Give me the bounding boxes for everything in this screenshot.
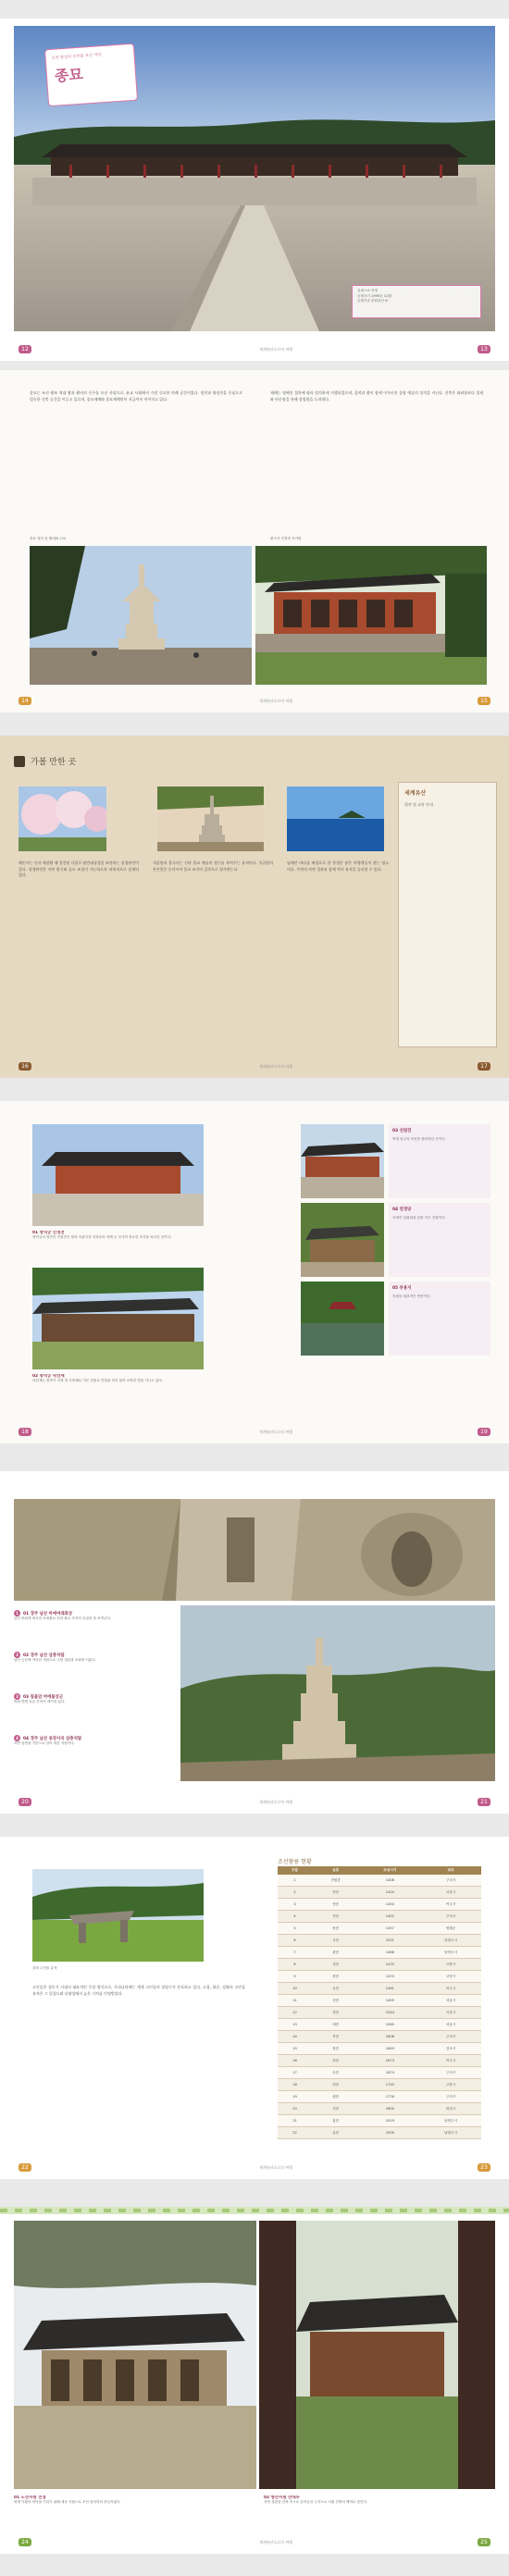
table-cell: 1649	[359, 2043, 420, 2055]
number-badge: 2	[14, 1652, 20, 1658]
item-head: 3 03 칠불암 마애불상군	[14, 1693, 176, 1700]
table-cell: 구리시	[420, 2091, 481, 2103]
table-cell: 1926	[359, 2127, 420, 2139]
pagoda-photo	[30, 546, 252, 685]
footer-label: 세계유산으로의 여행	[259, 2165, 293, 2170]
table-cell: 13	[278, 2019, 312, 2031]
table-row	[278, 2055, 481, 2067]
table-row	[278, 2091, 481, 2103]
side-note-3	[389, 1282, 490, 1356]
table-cell: 1720	[359, 2079, 420, 2091]
page-number-left: 12	[19, 345, 31, 353]
page-number-left: 24	[19, 2538, 31, 2546]
table-cell: 4	[278, 1911, 312, 1923]
title-card	[44, 43, 138, 107]
table-row	[278, 2067, 481, 2079]
table-cell: 2	[278, 1887, 312, 1899]
table-cell: 영월군	[420, 1923, 481, 1935]
dolmen-body: 고인돌은 청동기 시대의 대표적인 무덤 양식으로, 우리나라에는 세계 고인돌의 상당수가 분포하고 있다. 고창, 화순, 강화의 고인돌 유적은 그 밀집도와 다양성에서 높은 가치를 인정받았다.	[32, 1985, 245, 1996]
table-cell: 경릉	[312, 1959, 359, 1971]
royal-tombs-table	[278, 1866, 481, 2139]
table-row	[278, 1959, 481, 1971]
info-line: 유네스코 지정	[357, 289, 378, 292]
table-cell: 1565	[359, 2019, 420, 2031]
sidebar-title: 세계유산	[404, 790, 427, 797]
table-cell: 21	[278, 2115, 312, 2127]
namsan-item	[14, 1735, 176, 1777]
number-badge: 3	[14, 1693, 20, 1700]
table-row	[278, 1899, 481, 1911]
caption-head: 01 도산서원 전경	[14, 2496, 46, 2500]
number-badge: 4	[14, 1735, 20, 1741]
table-row	[278, 1887, 481, 1899]
injeongjeon-photo	[32, 1124, 204, 1226]
page-title: 종묘	[54, 65, 84, 85]
table-header-row	[278, 1866, 481, 1875]
table-cell: 9	[278, 1971, 312, 1983]
item-text: 바위 면에 일곱 부처가 새겨져 있다.	[14, 1700, 66, 1703]
table-cell: 5	[278, 1923, 312, 1935]
item-head: 2 02 경주 남산 삼층석탑	[14, 1652, 176, 1658]
temple-photo	[255, 546, 487, 685]
side-note-2	[389, 1203, 490, 1277]
table-cell: 정릉	[312, 2007, 359, 2019]
nakseonjae-photo	[32, 1268, 204, 1369]
info-line: 등재기준 문화유산 iii	[357, 299, 389, 303]
table-cell: 태릉	[312, 2019, 359, 2031]
namsan-item	[14, 1652, 176, 1693]
table-cell: 20	[278, 2103, 312, 2115]
table-cell: 1461	[359, 1983, 420, 1995]
page-number-right: 21	[478, 1798, 490, 1806]
table-title: 조선왕릉 현황	[278, 1859, 312, 1865]
table-cell: 장릉	[312, 1923, 359, 1935]
spread-jongmyo-title	[0, 19, 509, 361]
mountain-pagoda-photo	[180, 1605, 495, 1781]
table-row	[278, 2127, 481, 2139]
banner-title: 가볼 만한 곳	[31, 758, 77, 767]
page-number-left: 20	[19, 1798, 31, 1806]
caption-text: 퇴계 이황의 학덕을 기리기 위해 세운 서원으로 조선 성리학의 중심지였다.	[14, 2500, 121, 2504]
side-note-1	[389, 1124, 490, 1198]
table-cell: 1450	[359, 1899, 420, 1911]
table-cell: 1800	[359, 2103, 420, 2115]
item-text: 남산 바위에 새겨진 마애불로 신라 불교 조각의 특징을 잘 보여준다.	[14, 1616, 112, 1620]
caption-injeongjeon	[32, 1231, 204, 1257]
dolmen-caption: 강화 고인돌 유적	[32, 1966, 57, 1970]
item-head: 4 04 경주 남산 용장사곡 삼층석탑	[14, 1735, 176, 1741]
table-cell: 서울시	[420, 2007, 481, 2019]
table-cell: 여주시	[420, 2055, 481, 2067]
table-cell: 19	[278, 2091, 312, 2103]
table-cell: 화성시	[420, 2103, 481, 2115]
spread-seowon	[0, 2207, 509, 2554]
table-cell: 6	[278, 1935, 312, 1947]
table-cell: 1468	[359, 1947, 420, 1959]
table-cell: 현릉	[312, 1911, 359, 1923]
photo-caption-right: 불국사 전경과 석가탑	[270, 537, 302, 540]
sidebar-box	[398, 782, 497, 1047]
table-row	[278, 2019, 481, 2031]
table-cell: 1919	[359, 2115, 420, 2127]
table-cell: 고양시	[420, 1971, 481, 1983]
table-cell: 구리시	[420, 1911, 481, 1923]
table-row	[278, 1983, 481, 1995]
table-cell: 18	[278, 2079, 312, 2091]
rock-buddha-photo	[14, 1499, 495, 1601]
table-cell: 파주시	[420, 1983, 481, 1995]
table-cell: 1521	[359, 1935, 420, 1947]
table-row	[278, 1947, 481, 1959]
item-head: 1 01 경주 남산 마애여래좌상	[14, 1610, 176, 1616]
table-cell: 17	[278, 2067, 312, 2079]
table-cell: 1420	[359, 1887, 420, 1899]
item-text: 남산 능선에 자리한 석탑으로 주변 경관과 조화를 이룬다.	[14, 1658, 96, 1662]
table-cell: 영릉	[312, 1899, 359, 1911]
table-header: 능호	[332, 1868, 340, 1872]
caption-head: 02 창덕궁 낙선재	[32, 1374, 65, 1379]
table-cell: 홍릉	[312, 2115, 359, 2127]
table-cell: 12	[278, 2007, 312, 2019]
page-number-right: 25	[478, 2538, 490, 2546]
table-row	[278, 2103, 481, 2115]
table-cell: 서울시	[420, 1995, 481, 2007]
page-number-right: 17	[478, 1062, 490, 1071]
dolmen-photo	[32, 1869, 204, 1962]
table-cell: 3	[278, 1899, 312, 1911]
spread-travel-spots	[0, 736, 509, 1078]
page-number-left: 16	[19, 1062, 31, 1071]
table-cell: 남양주시	[420, 1947, 481, 1959]
table-cell: 1544	[359, 2007, 420, 2019]
table-row	[278, 1971, 481, 1983]
table-cell: 구리시	[420, 2067, 481, 2079]
table-cell: 남양주시	[420, 1935, 481, 1947]
table-cell: 1457	[359, 1923, 420, 1935]
table-header: 위치	[447, 1868, 454, 1872]
byeongsan-seowon-photo	[259, 2221, 495, 2489]
table-row	[278, 2079, 481, 2091]
table-row	[278, 2043, 481, 2055]
table-cell: 여주시	[420, 1899, 481, 1911]
buyongji-photo	[301, 1282, 384, 1356]
table-cell: 사릉	[312, 1935, 359, 1947]
green-pattern-strip	[0, 2207, 509, 2214]
table-cell: 목릉	[312, 2031, 359, 2043]
table-cell: 공릉	[312, 1983, 359, 1995]
page-number-right: 23	[478, 2163, 490, 2172]
namsan-captions	[14, 1610, 176, 1781]
side-text: 후원의 대표적인 연못이다.	[392, 1294, 431, 1298]
footer-label: 세계유산으로의 여행	[259, 699, 293, 703]
table-body	[278, 1875, 481, 2139]
table-cell: 7	[278, 1947, 312, 1959]
table-cell: 고양시	[420, 1959, 481, 1971]
cherry-blossom-photo	[19, 786, 106, 851]
table-cell: 1674	[359, 2067, 420, 2079]
caption-head: 02 병산서원 만대루	[264, 2496, 300, 2500]
table-cell: 김포시	[420, 2043, 481, 2055]
table-header: 구분	[292, 1868, 298, 1872]
table-cell: 10	[278, 1983, 312, 1995]
table-cell: 유릉	[312, 2127, 359, 2139]
heritage-info-box	[352, 285, 481, 318]
table-cell: 1608	[359, 2031, 420, 2043]
page-number-left: 14	[19, 697, 31, 705]
table-cell: 광릉	[312, 1947, 359, 1959]
stone-pagoda-photo	[157, 786, 264, 851]
page-number-left: 22	[19, 2163, 31, 2172]
spread-palace	[0, 1101, 509, 1443]
info-line: 등재시기 1995년 12월	[357, 293, 391, 298]
table-row	[278, 2007, 481, 2019]
footer-label: 세계유산으로의 여행	[259, 1800, 293, 1804]
table-cell: 14	[278, 2031, 312, 2043]
table-cell: 명릉	[312, 2079, 359, 2091]
table-cell: 1408	[359, 1875, 420, 1887]
table-cell: 1470	[359, 1971, 420, 1983]
table-row	[278, 1995, 481, 2007]
yeongyeongdang-photo	[301, 1203, 384, 1277]
table-cell: 16	[278, 2055, 312, 2067]
caption-text: 창덕궁의 정전인 인정전은 왕의 즉위식과 신하들의 하례 등 국가의 중요한 의식을 치르던 곳이다.	[32, 1235, 172, 1239]
table-row	[278, 1923, 481, 1935]
table-header: 조성시기	[383, 1868, 397, 1872]
table-row	[278, 1935, 481, 1947]
side-text: 역대 임금의 어진을 봉안하던 곳이다.	[392, 1137, 446, 1141]
page-number-right: 13	[478, 345, 490, 353]
table-cell: 건릉	[312, 2103, 359, 2115]
table-cell: 15	[278, 2043, 312, 2055]
side-head: 05 부용지	[392, 1286, 412, 1291]
table-cell: 남양주시	[420, 2115, 481, 2127]
body-text-right: 제례는 정해진 절차에 따라 엄격하게 거행되었으며, 음악과 춤이 함께 어우러진 종합 예술의 성격을 지닌다. 건축은 화려함보다 절제와 단순함을 통해 장엄함을 드러낸다.	[270, 390, 483, 402]
table-cell: 구리시	[420, 2031, 481, 2043]
table-cell: 1	[278, 1875, 312, 1887]
column-2-text: 석굴암과 불국사는 신라 불교 예술의 정수를 보여주는 유적이다. 석굴암의 본존불은 동아시아 불교 조각의 걸작으로 평가받는다.	[153, 861, 273, 872]
footer-label: 세계유산으로의 여행	[259, 1064, 293, 1069]
caption-nakseonjae	[32, 1374, 204, 1400]
namsan-item	[14, 1693, 176, 1735]
table-cell: 장릉	[312, 2043, 359, 2055]
table-cell: 서울시	[420, 1887, 481, 1899]
spread-jongmyo-text	[0, 370, 509, 712]
banner	[14, 754, 384, 769]
table-cell: 남양주시	[420, 2127, 481, 2139]
spread-namsan	[0, 1471, 509, 1814]
table-cell: 원릉	[312, 2091, 359, 2103]
number-badge: 1	[14, 1610, 20, 1616]
side-head: 04 연경당	[392, 1208, 412, 1212]
table-cell: 서울시	[420, 2019, 481, 2031]
table-cell: 8	[278, 1959, 312, 1971]
table-row	[278, 2115, 481, 2127]
item-text: 자연 암반을 기단으로 삼아 세운 석탑이다.	[14, 1741, 75, 1745]
table-cell: 선릉	[312, 1995, 359, 2007]
table-cell: 1673	[359, 2055, 420, 2067]
chapter-tag: 조선 왕실의 신주를 모신 사당	[51, 52, 102, 60]
column-3-text: 남해안 바다를 배경으로 한 풍경은 많은 여행객들이 찾는 명소이다. 주변의 자연 경관과 함께 역사 유적을 둘러볼 수 있다.	[287, 861, 389, 872]
table-cell: 숭릉	[312, 2067, 359, 2079]
footer-label: 세계유산으로의 여행	[259, 347, 293, 352]
page-number-right: 15	[478, 697, 490, 705]
side-text: 사대부 살림집을 본떠 지은 건물이다.	[392, 1216, 446, 1220]
caption-text: 낙선재는 헌종이 서재 겸 사랑채로 지은 건물로 단청을 하지 않아 소박한 멋을 지니고 있다.	[32, 1379, 163, 1382]
dosan-seowon-photo	[14, 2221, 256, 2489]
body-text-left: 종묘는 조선 왕조 역대 왕과 왕비의 신주를 모신 사당으로, 유교 사회에서 가장 중요한 의례 공간이었다. 정전과 영녕전을 중심으로 엄숙한 건축 공간을 이루고 있으며, 종묘제례와 종묘제례악이 지금까지 이어지고 있다.	[30, 390, 242, 402]
footer-label: 세계유산으로의 여행	[259, 2540, 293, 2545]
table-cell: 영릉	[312, 2055, 359, 2067]
caption-text: 자연 경관을 건축 속으로 끌어들인 누각으로 서원 건축의 백미로 꼽힌다.	[264, 2500, 368, 2504]
table-cell: 1776	[359, 2091, 420, 2103]
caption-head: 01 창덕궁 인정전	[32, 1231, 65, 1235]
caption-dosan	[14, 2496, 250, 2533]
caption-byeongsan	[264, 2496, 495, 2533]
table-cell: 22	[278, 2127, 312, 2139]
seonwonjeon-photo	[301, 1124, 384, 1198]
table-cell: 11	[278, 1995, 312, 2007]
table-cell: 1470	[359, 1959, 420, 1971]
table-row	[278, 2031, 481, 2043]
photo-caption-left: 종묘 정전 앞 월대와 신로	[30, 537, 67, 540]
sidebar-subtitle: 위치 및 교통 안내	[404, 802, 433, 807]
column-1-text: 해인사는 신라 애장왕 때 창건된 사찰로 팔만대장경을 보관하는 장경판전이 있다. 장경판전은 자연 환기와 습도 조절이 가능하도록 과학적으로 설계되었다.	[19, 861, 139, 877]
spread-dolmen-table	[0, 1837, 509, 2179]
side-head: 03 선원전	[392, 1129, 412, 1133]
table-row	[278, 1911, 481, 1923]
sea-photo	[287, 786, 384, 851]
namsan-item	[14, 1610, 176, 1652]
table-cell: 헌릉	[312, 1887, 359, 1899]
page-number-left: 18	[19, 1428, 31, 1436]
table-cell: 건원릉	[312, 1875, 359, 1887]
table-cell: 창릉	[312, 1971, 359, 1983]
table-cell: 구리시	[420, 1875, 481, 1887]
table-cell: 1495	[359, 1995, 420, 2007]
footer-label: 세계유산으로의 여행	[259, 1430, 293, 1434]
page-number-right: 19	[478, 1428, 490, 1436]
table-cell: 1452	[359, 1911, 420, 1923]
table-row	[278, 1875, 481, 1887]
banner-flower-icon	[14, 756, 25, 767]
table-cell: 고양시	[420, 2079, 481, 2091]
